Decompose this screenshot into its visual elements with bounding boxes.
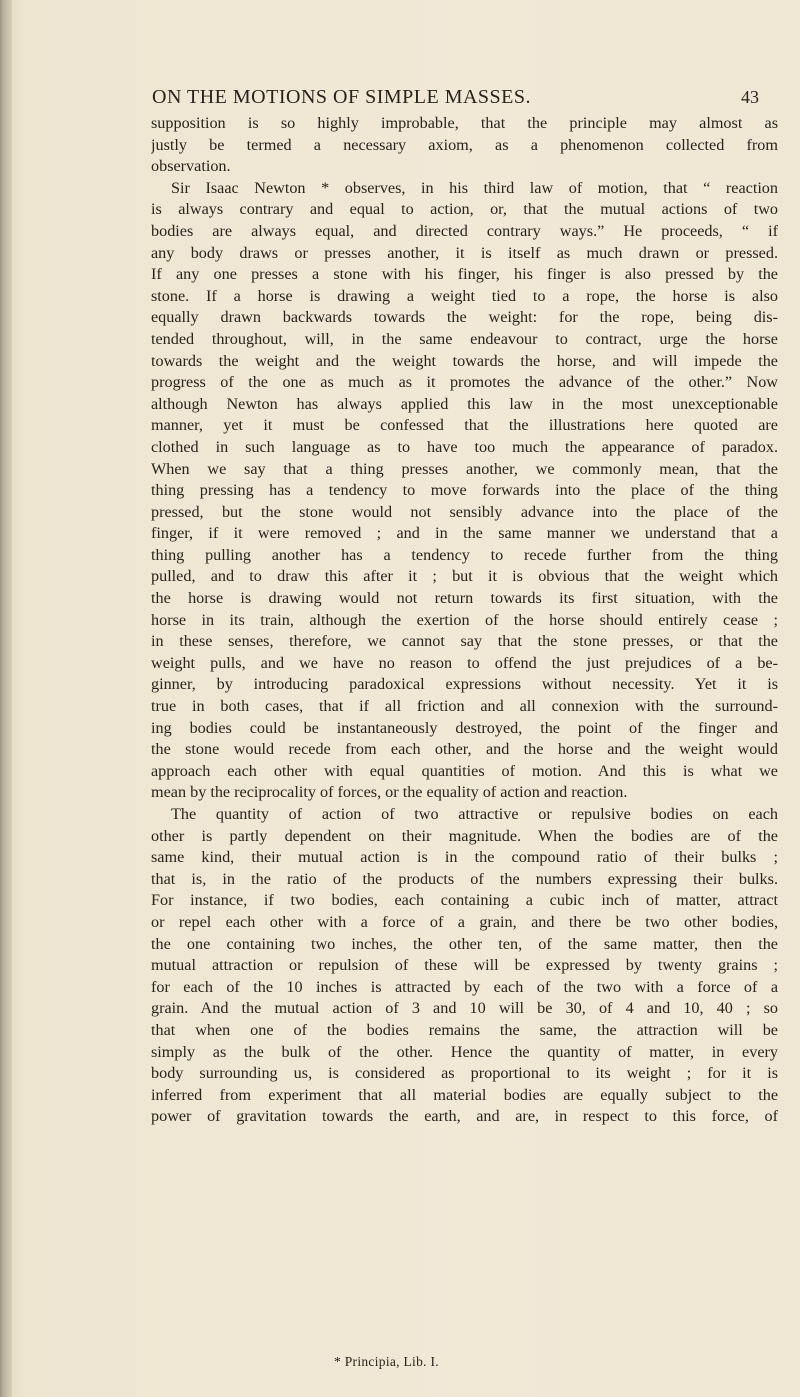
text-line: although Newton has always applied this law in the most unexceptionable <box>151 394 778 413</box>
text-line: the horse is drawing would not return towards its first situation, with the <box>151 589 778 608</box>
text-line: manner, yet it must be confessed that the illustrations here quoted are <box>151 416 778 435</box>
text-line: The quantity of action of two attractive or repulsive bodies on each <box>171 805 778 823</box>
text-line: power of gravitation towards the earth, and are, in respect to this force, of <box>151 1107 778 1126</box>
text-line: is always contrary and equal to action, or, that the mutual actions of two <box>151 200 778 219</box>
text-line: supposition is so highly improbable, that the principle may almost as <box>151 114 778 132</box>
text-line: observation. <box>151 157 231 176</box>
text-line: or repel each other with a force of a grain, and there be two other bodies, <box>151 912 778 931</box>
text-line: approach each other with equal quantities of motion. And this is what we <box>151 761 778 780</box>
text-line: thing pressing has a tendency to move forwards into the place of the thing <box>151 481 778 500</box>
text-line: pressed, but the stone would not sensibly advance into the place of the <box>151 502 778 521</box>
page-header <box>0 84 800 110</box>
text-line: the one containing two inches, the other ten, of the same matter, then the <box>151 934 778 953</box>
text-line: ing bodies could be instantaneously destroyed, the point of the finger and <box>151 718 778 737</box>
text-line: weight pulls, and we have no reason to offend the just prejudices of a be- <box>151 653 778 672</box>
text-line: true in both cases, that if all friction and all connexion with the surround- <box>151 697 778 716</box>
text-line: justly be termed a necessary axiom, as a phenomenon collected from <box>151 135 778 154</box>
text-line: clothed in such language as to have too much the appearance of paradox. <box>151 437 778 456</box>
text-line: ginner, by introducing paradoxical expressions without necessity. Yet it is <box>151 675 778 694</box>
text-line: bodies are always equal, and directed contrary ways.” He proceeds, “ if <box>151 221 778 240</box>
text-line: same kind, their mutual action is in the compound ratio of their bulks ; <box>151 848 778 867</box>
text-line: pulled, and to draw this after it ; but it is obvious that the weight which <box>151 567 778 586</box>
text-line: mean by the reciprocality of forces, or the equality of action and reaction. <box>151 783 628 802</box>
text-line: that when one of the bodies remains the same, the attraction will be <box>151 1020 778 1039</box>
text-line: for each of the 10 inches is attracted by each of the two with a force of a <box>151 977 778 996</box>
text-line: horse in its train, although the exertion of the horse should entirely cease ; <box>151 610 778 629</box>
text-line: finger, if it were removed ; and in the same manner we understand that a <box>151 524 778 543</box>
page-number: 43 <box>741 87 759 107</box>
page-gutter-shadow <box>0 0 12 1397</box>
text-line: simply as the bulk of the other. Hence the quantity of matter, in every <box>151 1042 778 1061</box>
text-line: tended throughout, will, in the same endeavour to contract, urge the horse <box>151 329 778 348</box>
text-line: Sir Isaac Newton * observes, in his third law of motion, that “ reaction <box>171 178 778 197</box>
body-text <box>151 113 778 1128</box>
text-line: any body draws or presses another, it is itself as much drawn or pressed. <box>151 243 778 262</box>
text-line: stone. If a horse is drawing a weight tied to a rope, the horse is also <box>151 286 778 305</box>
text-line: For instance, if two bodies, each containing a cubic inch of matter, attract <box>151 891 778 910</box>
text-line: grain. And the mutual action of 3 and 10 will be 30, of 4 and 10, 40 ; so <box>151 999 778 1018</box>
text-line: If any one presses a stone with his finger, his finger is also pressed by the <box>151 265 778 284</box>
text-line: equally drawn backwards towards the weight: for the rope, being dis- <box>151 308 778 327</box>
text-line: towards the weight and the weight towards the horse, and will impede the <box>151 351 778 370</box>
text-line: progress of the one as much as it promotes the advance of the other.” Now <box>151 373 778 392</box>
text-line: that is, in the ratio of the products of the numbers expressing their bulks. <box>151 869 778 888</box>
text-line: body surrounding us, is considered as proportional to its weight ; for it is <box>151 1064 778 1083</box>
text-line: thing pulling another has a tendency to recede further from the thing <box>151 545 778 564</box>
text-line: other is partly dependent on their magnitude. When the bodies are of the <box>151 826 778 845</box>
text-line: in these senses, therefore, we cannot say that the stone presses, or that the <box>151 632 778 651</box>
running-title: ON THE MOTIONS OF SIMPLE MASSES. <box>152 86 532 108</box>
footnote: * Principia, Lib. I. <box>334 1354 439 1369</box>
text-line: the stone would recede from each other, and the horse and the weight would <box>151 740 778 759</box>
text-line: When we say that a thing presses another, we commonly mean, that the <box>151 459 778 478</box>
text-line: mutual attraction or repulsion of these will be expressed by twenty grains ; <box>151 956 778 975</box>
text-line: inferred from experiment that all material bodies are equally subject to the <box>151 1085 778 1104</box>
